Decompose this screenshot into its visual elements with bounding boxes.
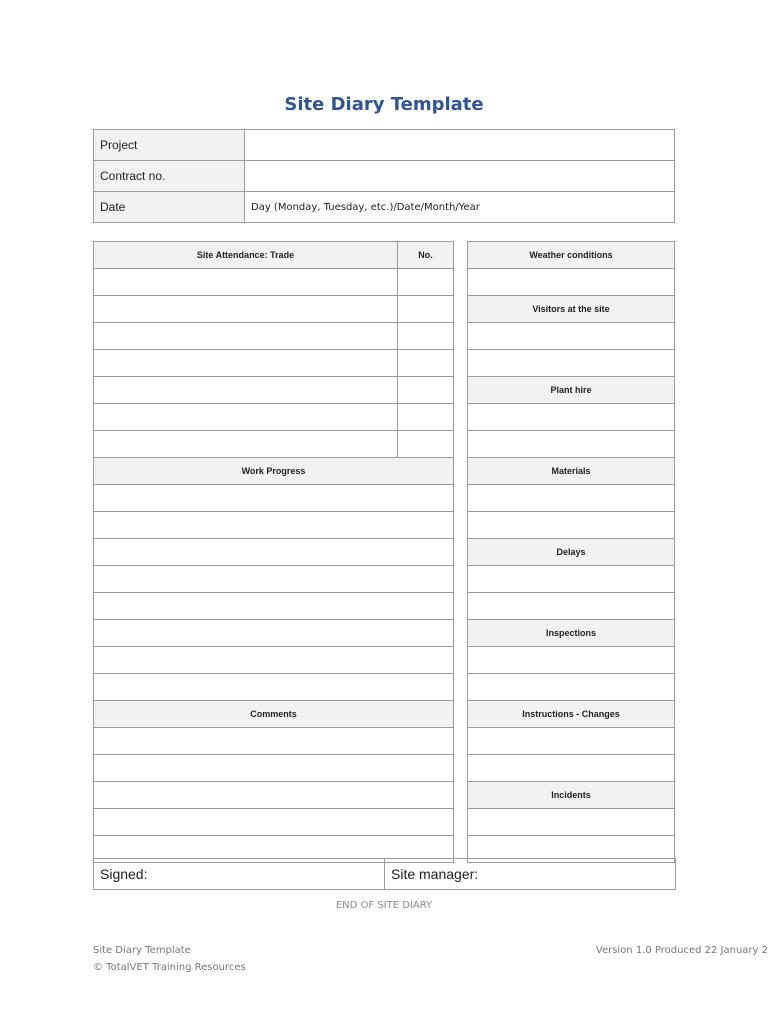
instructions-header: Instructions - Changes: [468, 701, 675, 728]
instructions-row: [468, 728, 675, 755]
comments-cell[interactable]: [94, 755, 454, 782]
incidents-cell[interactable]: [468, 809, 675, 836]
inspections-header: Inspections: [468, 620, 675, 647]
left-diary-table: [93, 241, 454, 863]
number-cell[interactable]: [398, 296, 454, 323]
number-cell[interactable]: [398, 431, 454, 458]
visitors-row: [468, 350, 675, 377]
work-progress-cell[interactable]: [94, 539, 454, 566]
work-progress-row: [94, 620, 454, 647]
number-cell[interactable]: [398, 350, 454, 377]
work-progress-row: [94, 647, 454, 674]
inspections-cell[interactable]: [468, 674, 675, 701]
comments-row: [94, 782, 454, 809]
comments-row: [94, 755, 454, 782]
attendance-row: [94, 350, 454, 377]
trade-cell[interactable]: [94, 323, 398, 350]
trade-cell[interactable]: [94, 296, 398, 323]
materials-cell[interactable]: [468, 485, 675, 512]
materials-row: [468, 512, 675, 539]
date-label: Date: [94, 192, 245, 223]
attendance-row: [94, 296, 454, 323]
comments-cell[interactable]: [94, 809, 454, 836]
comments-cell[interactable]: [94, 782, 454, 809]
contract-field[interactable]: [245, 161, 675, 192]
incidents-row: [468, 809, 675, 836]
attendance-row: [94, 431, 454, 458]
attendance-row: [94, 404, 454, 431]
work-progress-cell[interactable]: [94, 566, 454, 593]
work-progress-row: [94, 593, 454, 620]
number-cell[interactable]: [398, 404, 454, 431]
weather-cell[interactable]: [468, 269, 675, 296]
trade-cell[interactable]: [94, 350, 398, 377]
attendance-row: [94, 323, 454, 350]
delays-cell[interactable]: [468, 566, 675, 593]
project-field[interactable]: [245, 130, 675, 161]
weather-header: Weather conditions: [468, 242, 675, 269]
visitors-header: Visitors at the site: [468, 296, 675, 323]
work-progress-row: [94, 674, 454, 701]
delays-cell[interactable]: [468, 593, 675, 620]
attendance-header: Site Attendance: Trade: [94, 242, 398, 269]
instructions-cell[interactable]: [468, 755, 675, 782]
inspections-row: [468, 674, 675, 701]
delays-header: Delays: [468, 539, 675, 566]
plant-hire-row: [468, 404, 675, 431]
delays-row: [468, 566, 675, 593]
materials-cell[interactable]: [468, 512, 675, 539]
work-progress-row: [94, 539, 454, 566]
visitors-cell[interactable]: [468, 323, 675, 350]
attendance-row: [94, 269, 454, 296]
plant-hire-row: [468, 431, 675, 458]
instructions-cell[interactable]: [468, 728, 675, 755]
project-label: Project: [94, 130, 245, 161]
footer-version: Version 1.0 Produced 22 January 2: [595, 945, 768, 956]
signed-field[interactable]: Signed:: [94, 859, 385, 890]
work-progress-row: [94, 566, 454, 593]
trade-cell[interactable]: [94, 377, 398, 404]
work-progress-cell[interactable]: [94, 620, 454, 647]
comments-row: [94, 728, 454, 755]
work-progress-cell[interactable]: [94, 485, 454, 512]
work-progress-cell[interactable]: [94, 512, 454, 539]
right-diary-table: [467, 241, 675, 863]
plant-hire-cell[interactable]: [468, 431, 675, 458]
comments-row: [94, 809, 454, 836]
work-progress-row: [94, 485, 454, 512]
end-of-diary-text: END OF SITE DIARY: [335, 900, 433, 911]
attendance-row: [94, 377, 454, 404]
plant-hire-header: Plant hire: [468, 377, 675, 404]
trade-cell[interactable]: [94, 404, 398, 431]
work-progress-cell[interactable]: [94, 647, 454, 674]
inspections-row: [468, 647, 675, 674]
work-progress-cell[interactable]: [94, 593, 454, 620]
number-cell[interactable]: [398, 377, 454, 404]
trade-cell[interactable]: [94, 431, 398, 458]
footer-document-name: Site Diary Template: [93, 945, 191, 956]
trade-cell[interactable]: [94, 269, 398, 296]
visitors-cell[interactable]: [468, 350, 675, 377]
number-cell[interactable]: [398, 323, 454, 350]
comments-header: Comments: [94, 701, 454, 728]
materials-row: [468, 485, 675, 512]
inspections-cell[interactable]: [468, 647, 675, 674]
materials-header: Materials: [468, 458, 675, 485]
footer-copyright: © TotalVET Training Resources: [93, 962, 246, 973]
signoff-table: [93, 858, 676, 890]
comments-cell[interactable]: [94, 728, 454, 755]
incidents-header: Incidents: [468, 782, 675, 809]
delays-row: [468, 593, 675, 620]
plant-hire-cell[interactable]: [468, 404, 675, 431]
contract-label: Contract no.: [94, 161, 245, 192]
number-cell[interactable]: [398, 269, 454, 296]
weather-row: [468, 269, 675, 296]
page-title: Site Diary Template: [284, 94, 484, 115]
work-progress-header: Work Progress: [94, 458, 454, 485]
site-manager-field[interactable]: Site manager:: [385, 859, 676, 890]
project-info-table: [93, 129, 675, 223]
date-field[interactable]: Day (Monday, Tuesday, etc.)/Date/Month/Year: [245, 192, 675, 223]
number-header: No.: [398, 242, 454, 269]
work-progress-row: [94, 512, 454, 539]
work-progress-cell[interactable]: [94, 674, 454, 701]
visitors-row: [468, 323, 675, 350]
instructions-row: [468, 755, 675, 782]
